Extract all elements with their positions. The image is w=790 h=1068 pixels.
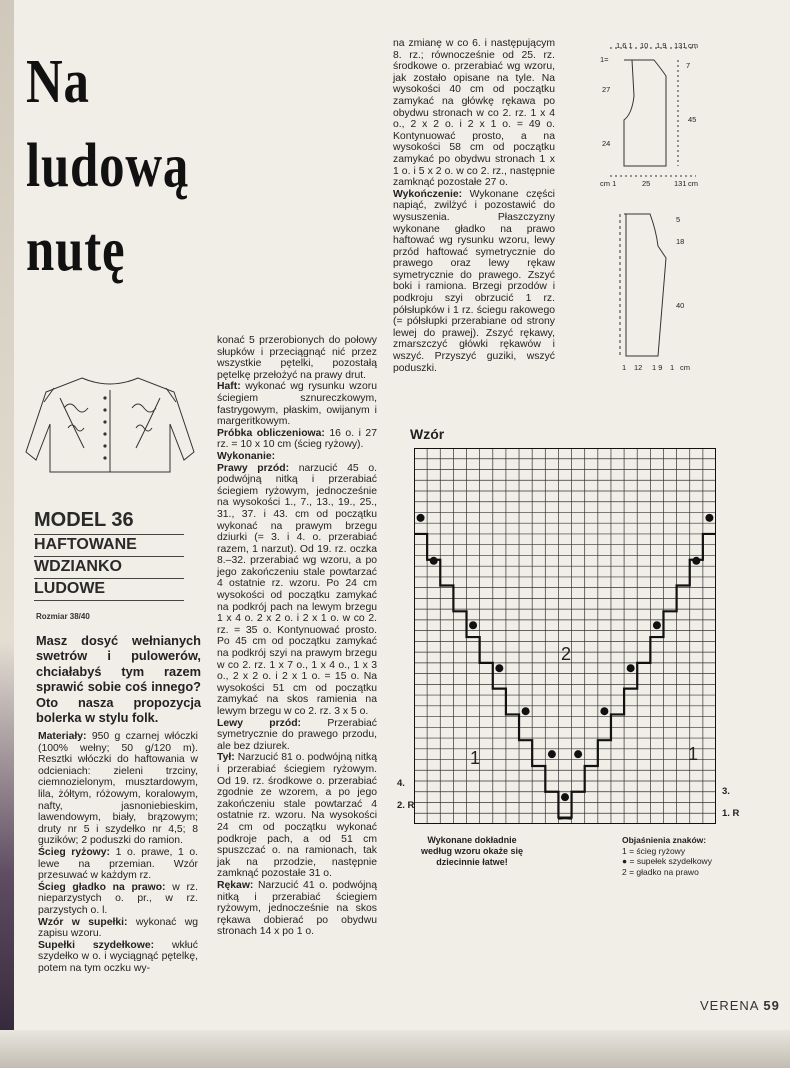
- s2-right-top: 5: [676, 215, 681, 224]
- front-schematic: [596, 40, 776, 190]
- area-label-1-left: 1: [470, 748, 481, 768]
- legend-item-1: 1 = ścieg ryżowy: [622, 845, 686, 856]
- legend-item-2: ● = supełek szydełkowy: [622, 856, 712, 866]
- stockinette-text: w rz. nieparzystych o. pr., w rz. parzystych o. l.: [38, 881, 198, 916]
- title-line1: Na: [26, 48, 90, 116]
- supelek-dot: [495, 664, 503, 672]
- size-label: Rozmiar 38/40: [36, 612, 90, 621]
- right-front-text: narzucić 45 o. podwójną nitką i przerabiać ściegiem ryżowym, jednocześnie na wysokości 1., 7., 13., 19., 25., 31., 37. i 43. cm od początku wykonać na prawym brzegu dziurki (= 3. i 4. o. przerabiać razem, 1 narzut). Od 19. rz. oczka 8.–32. przerabiać wg wzoru, a po jego zakończeniu stale powtarzać 4 ostatnie rz. wzoru. Po 24 cm wysokości od początku zamykać na podkrój pach na lewym brzegu 1 x 4 o. 2 x 2 o. i 2 x 1 o. w co 2. rz. = 35 o. Kontynuować prosto. Po 45 cm od początku zamykać na podkrój szyi na prawym brzegu w co 2. rz. 1 x 7 o., 1 x 4 o., 1 x 3 o., 2 x 2 o. i 2 x 1 o. = 15 o. Na wysokości 51 cm od początku zamykać na skos ramienia na lewym brzegu w co 2. rz. 3 x 5 o.: [217, 462, 378, 717]
- s1-right-top: 7: [686, 61, 691, 70]
- model-subtitle-2: WDZIANKO: [34, 558, 184, 579]
- magazine-name: VERENA: [700, 998, 759, 1013]
- s1-top-3: 131: [674, 41, 687, 50]
- supelek-dot: [692, 557, 700, 565]
- supelek-dot: [469, 621, 477, 629]
- model-subtitle-1: HAFTOWANE: [34, 536, 184, 557]
- knot-pattern-text: wykonać wg zapisu wzoru.: [38, 916, 198, 940]
- column-2: [217, 335, 377, 938]
- supelek-dot: [627, 664, 635, 672]
- s2-bottom-3: 1: [670, 363, 675, 372]
- chart-border: [414, 448, 716, 824]
- title-line2: ludową: [26, 132, 190, 200]
- s1-bottom-0: cm 1: [600, 179, 617, 188]
- page-edge: [0, 0, 14, 1068]
- supelek-dot: [653, 621, 661, 629]
- s2-right-mid2: 40: [676, 301, 685, 310]
- back-text: Narzucić 81 o. podwójną nitką i przerabiać ściegiem ryżowym. Od 19. rz. środkowe o. przerabiać zgodnie ze wzorem, a po jego zakończeniu stale powtarzać 4 ostatnie rz. wzoru. Na wysokości 24 cm od początku wykonać podkroje pach, a od 51 cm spuszczać o. na ramionach, tak jak na przodzie, następnie zamknąć pozostałe 31 o.: [217, 752, 377, 880]
- s1-bottom-1: 25: [642, 179, 651, 188]
- materials-heading: Materiały:: [38, 731, 87, 742]
- s1-bottom-3: cm: [688, 179, 698, 188]
- row-label-2: 2. R: [397, 800, 415, 811]
- s1-left-top: 1=: [600, 55, 609, 64]
- rice-stitch-heading: Ścieg ryżowy:: [38, 846, 110, 858]
- article-title: [26, 40, 239, 292]
- column-1: [38, 731, 198, 974]
- supelek-dot: [600, 707, 608, 715]
- row-label-1: 1. R: [722, 808, 740, 819]
- page-footer: [700, 998, 780, 1013]
- execution-heading: Wykonanie:: [217, 450, 276, 462]
- supelek-dot: [430, 557, 438, 565]
- stockinette-heading: Ścieg gładko na prawo:: [38, 881, 166, 893]
- embroidery-heading: Haft:: [217, 381, 241, 393]
- page-number: 59: [763, 998, 780, 1013]
- model-number: MODEL 36: [34, 509, 184, 535]
- jacket-illustration: [24, 368, 196, 478]
- sleeve-heading: Rękaw:: [217, 879, 254, 891]
- embroidery-text: wykonać wg rysunku wzoru ściegiem sznureczkowym, fastrygowym, płaskim, owijanym i margeritkowym.: [217, 381, 377, 428]
- s1-left-mid: 27: [602, 85, 611, 94]
- s2-bottom-4: cm: [680, 363, 690, 372]
- area-label-1-right: 1: [688, 744, 699, 764]
- left-front-heading: Lewy przód:: [217, 717, 302, 729]
- model-subtitle-3: LUDOWE: [34, 580, 184, 601]
- title-line3: nutę: [26, 216, 126, 284]
- sleeve-schematic: [610, 206, 730, 376]
- s1-top-4: cm: [688, 41, 698, 50]
- area-label-2: 2: [561, 644, 572, 664]
- col3-paragraph-0: na zmianę w co 6. i następującym 8. rz.; równocześnie od 25. rz. środkowe o. przerabiać wg wzoru, jak zostało opisane na tyle. Na wysokości 40 cm od początku zamykać na główkę rękawa po obydwu stronach w co 2. rz. 1 x 4 o., 2 x 2 o. i 2 x 1 o. = 49 o. Kontynuować prosto, a na wysokości 58 cm od początku zamykać po obydwu stronach 1 x 1 o. i 5 x 2 o. w co 2. rz., następnie zamknąć pozostałe 27 o.: [393, 38, 555, 189]
- s1-bottom-2: 131: [674, 179, 687, 188]
- col2-paragraph-0: konać 5 przerobionych do połowy słupków i przeciągnąć nić przez wszystkie pętelki, pozostałą pętelkę przełożyć na prawy drut.: [217, 335, 377, 381]
- supelek-dot: [561, 793, 569, 801]
- s1-right-mid: 45: [688, 115, 697, 124]
- rice-stitch-text: 1 o. prawe, 1 o. lewe na przemian. Wzór przesuwać w każdym rz.: [38, 846, 198, 882]
- chart-grid: [414, 448, 716, 824]
- legend-heading: Objaśnienia znaków:: [622, 835, 707, 845]
- s1-top-2: 1 9: [656, 41, 667, 50]
- supelek-dot: [574, 750, 582, 758]
- s2-bottom-0: 1: [622, 363, 627, 372]
- supelek-dot: [705, 514, 713, 522]
- s2-right-mid1: 18: [676, 237, 685, 246]
- row-label-4: 4.: [397, 778, 405, 789]
- s1-top-1: 10: [640, 41, 649, 50]
- legend-item-3: 2 = gładko na prawo: [622, 866, 699, 877]
- s2-bottom-1: 12: [634, 363, 643, 372]
- page-shadow: [0, 1030, 790, 1068]
- right-front-heading: Prawy przód:: [217, 462, 290, 474]
- pattern-chart: [414, 448, 716, 824]
- row-label-3: 3.: [722, 786, 730, 797]
- crochet-knots-heading: Supełki szydełkowe:: [38, 939, 155, 951]
- gauge-text: 16 o. i 27 rz. = 10 x 10 cm (ścieg ryżowy).: [217, 427, 377, 451]
- column-3: [393, 38, 555, 374]
- intro-text: Masz dosyć wełnianych swetrów i pulowerów, chciałabyś tym razem sprawić sobie coś innego? Oto nasza propozycja bolerka w stylu folk.: [36, 633, 201, 726]
- chart-caption: Wykonane dokładnie według wzoru okaże się dziecinnie łatwe!: [420, 835, 524, 867]
- chart-legend: [622, 835, 752, 877]
- s1-left-low: 24: [602, 139, 611, 148]
- supelek-dot: [548, 750, 556, 758]
- left-front-text: Przerabiać symetrycznie do prawego przodu, ale bez dziurek.: [217, 717, 377, 752]
- crochet-knots-text: wkłuć szydełko w o. i wyciągnąć pętelkę, potem na tym oczku wy-: [38, 939, 198, 974]
- supelek-dot: [522, 707, 530, 715]
- materials-text: 950 g czarnej włóczki (100% wełny; 50 g/120 m). Resztki włóczki do haftowania w odcieniach: zieleni trzciny, ciemnozielonym, musztardowym, lila, żółtym, różowym, koralowym, nafty, jasnoniebieskim, lawendowym, biały, brązowym; druty nr 5 i szydełko nr 4,5; 8 guzików; 2 poduszki do ramion.: [38, 731, 198, 847]
- s1-top-0: 1 6 1: [616, 41, 633, 50]
- supelek-dot: [417, 514, 425, 522]
- back-heading: Tył:: [217, 752, 235, 764]
- knot-pattern-heading: Wzór w supełki:: [38, 916, 128, 928]
- finishing-heading: Wykończenie:: [393, 188, 463, 200]
- sleeve-text: Narzucić 41 o. podwójną nitką i przerabiać ściegiem ryżowym, jednocześnie na skos rękawa dobierać po obydwu stronach 14 x po 1 o.: [217, 879, 377, 938]
- s2-bottom-2: 1 9: [652, 363, 663, 372]
- gauge-heading: Próbka obliczeniowa:: [217, 427, 325, 439]
- chart-title: Wzór: [410, 426, 445, 442]
- finishing-text: Wykonane części napiąć, zwilżyć i pozostawić do wysuszenia. Płaszczyzny wykonane gładko na prawo haftować wg rysunku wzoru, lewy przód haftować symetrycznie do prawego oraz lewy rękaw symetrycznie do prawego. Zszyć boki i ramiona. Brzegi przodów i podkroju szyi obrzucić 1 rz. półsłupków i 1 rz. ściegu rakowego (= półsłupki przerabiane od strony lewej do prawej). Zszyć rękawy, zmarszczyć główki rękawów i wszyć. Przyszyć guziki, wszyć poduszki.: [393, 188, 555, 374]
